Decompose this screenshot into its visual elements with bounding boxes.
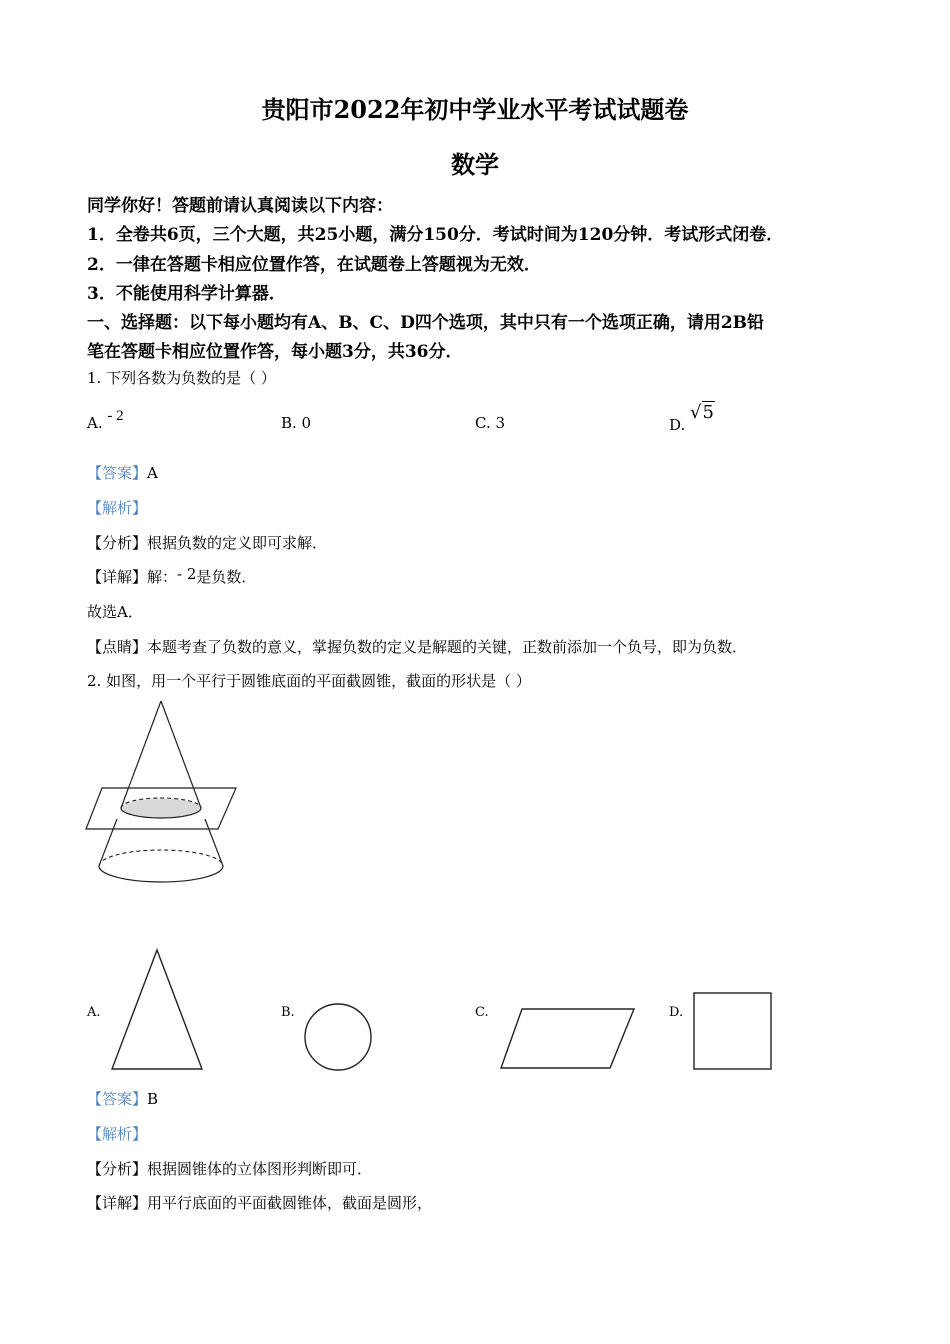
section-heading-line2: 笔在答题卡相应位置作答，每小题3分，共36分． bbox=[87, 342, 463, 362]
q1-option-d-label: D. bbox=[669, 416, 686, 434]
q1-dianjing-row bbox=[87, 636, 747, 657]
q2-option-b-label: B. bbox=[281, 1005, 295, 1020]
q2-option-b-circle bbox=[302, 1002, 376, 1074]
q1-dianjing-tag: 【点睛】 bbox=[87, 638, 148, 656]
q1-answer-tag: 【答案】 bbox=[87, 464, 148, 482]
q1-xiangjie-row bbox=[87, 566, 256, 587]
q2-option-a-triangle bbox=[108, 945, 208, 1073]
q2-stem: 2. 如图，用一个平行于圆锥底面的平面截圆锥，截面的形状是（ ） bbox=[87, 672, 531, 690]
q1-conclusion: 故选A． bbox=[87, 603, 143, 621]
q2-option-c-parallelogram bbox=[498, 1006, 638, 1072]
q1-option-d-value: 5 bbox=[702, 402, 714, 423]
q2-analysis-tag: 【解析】 bbox=[87, 1125, 148, 1143]
cone-base-back bbox=[99, 850, 223, 866]
q1-xiangjie-pre: 解： bbox=[147, 568, 178, 586]
q1-option-a-label: A. bbox=[87, 414, 103, 432]
q2-fenxi-row bbox=[87, 1158, 372, 1179]
q2-option-c-label: C. bbox=[475, 1005, 489, 1020]
q1-analysis-tag: 【解析】 bbox=[87, 499, 148, 517]
q1-fenxi-row bbox=[87, 532, 327, 553]
section-heading-line1: 一、选择题：以下每小题均有A、B、C、D四个选项，其中只有一个选项正确，请用2B铅 bbox=[87, 313, 765, 333]
q2-xiangjie-tag: 【详解】 bbox=[87, 1194, 148, 1212]
notice-greeting: 同学你好！答题前请认真阅读以下内容： bbox=[87, 196, 393, 216]
q1-option-d-radical: √5 bbox=[690, 402, 714, 423]
notice-item-3: 3．不能使用科学计算器． bbox=[87, 284, 286, 304]
q1-fenxi-tag: 【分析】 bbox=[87, 534, 148, 552]
q1-stem: 1. 下列各数为负数的是（ ） bbox=[87, 369, 276, 387]
q2-answer: B bbox=[147, 1090, 159, 1108]
q2-option-d-square bbox=[692, 991, 774, 1073]
subject-title: 数学 bbox=[451, 150, 499, 179]
q1-option-a bbox=[87, 408, 124, 433]
q2-xiangjie: 用平行底面的平面截圆锥体，截面是圆形， bbox=[147, 1194, 433, 1212]
notice-item-1: 1．全卷共6页，三个大题，共25小题，满分150分．考试时间为120分钟．考试形式闭卷． bbox=[87, 225, 784, 245]
q1-option-b: B. 0 bbox=[281, 414, 312, 432]
q1-fenxi: 根据负数的定义即可求解． bbox=[147, 534, 328, 552]
q1-xiangjie-tag: 【详解】 bbox=[87, 568, 148, 586]
q1-option-d bbox=[669, 402, 715, 435]
q2-fenxi-tag: 【分析】 bbox=[87, 1160, 148, 1178]
q1-xiangjie-post: 是负数． bbox=[196, 568, 257, 586]
q1-dianjing: 本题考查了负数的意义，掌握负数的定义是解题的关键，正数前添加一个负号，即为负数． bbox=[147, 638, 748, 656]
q1-xiangjie-value: - 2 bbox=[177, 565, 197, 583]
q1-option-a-value: - 2 bbox=[107, 408, 124, 424]
cone-base-front bbox=[99, 866, 223, 882]
q1-answer-row bbox=[87, 462, 158, 483]
cone-section-figure bbox=[80, 695, 250, 895]
q2-option-a-label: A. bbox=[87, 1005, 101, 1020]
notice-item-2: 2．一律在答题卡相应位置作答，在试题卷上答题视为无效． bbox=[87, 255, 541, 275]
q2-option-d-label: D. bbox=[669, 1005, 684, 1020]
q2-answer-row bbox=[87, 1088, 158, 1109]
q2-answer-tag: 【答案】 bbox=[87, 1090, 148, 1108]
q2-fenxi: 根据圆锥体的立体图形判断即可． bbox=[147, 1160, 373, 1178]
page-title: 贵阳市2022年初中学业水平考试试题卷 bbox=[261, 95, 689, 124]
q1-option-c: C. 3 bbox=[475, 414, 506, 432]
q1-answer: A bbox=[147, 464, 158, 482]
q2-xiangjie-row bbox=[87, 1192, 432, 1213]
